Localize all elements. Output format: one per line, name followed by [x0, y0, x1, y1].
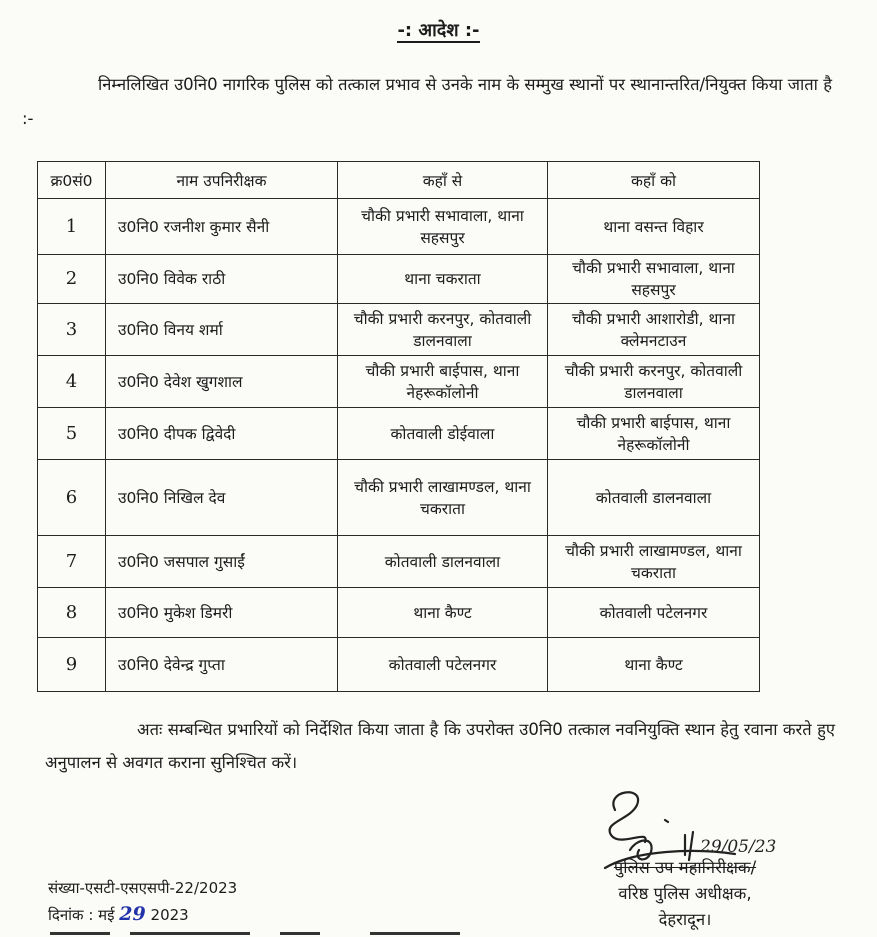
table-row	[38, 588, 760, 638]
serial-cell: 2	[38, 255, 106, 304]
table-row	[38, 536, 760, 588]
table-row	[38, 408, 760, 460]
intro-paragraph: निम्नलिखित उ0नि0 नागरिक पुलिस को तत्काल प्रभाव से उनके नाम के सम्मुख स्थानों पर स्थानान्तरित/नियुक्त किया जाता है :-	[22, 75, 832, 128]
to-cell: थाना वसन्त विहार	[548, 199, 760, 255]
to-cell: चौकी प्रभारी बाईपास, थाना नेहरूकॉलोनी	[548, 408, 760, 460]
table-row	[38, 460, 760, 536]
to-cell: थाना कैण्ट	[548, 638, 760, 692]
serial-cell: 7	[38, 536, 106, 588]
signatory-block	[560, 855, 810, 933]
place: देहरादून।	[658, 910, 712, 929]
cut-off-text-line	[40, 930, 840, 936]
table-row	[38, 356, 760, 408]
from-cell: चौकी प्रभारी सभावाला, थाना सहसपुर	[338, 199, 548, 255]
to-cell: चौकी प्रभारी करनपुर, कोतवाली डालनवाला	[548, 356, 760, 408]
from-cell: चौकी प्रभारी करनपुर, कोतवाली डालनवाला	[338, 304, 548, 356]
serial-cell: 1	[38, 199, 106, 255]
from-cell: चौकी प्रभारी लाखामण्डल, थाना चकराता	[338, 460, 548, 536]
to-cell: कोतवाली डालनवाला	[548, 460, 760, 536]
transfer-table	[37, 161, 760, 692]
header-serial: क्र0सं0	[38, 162, 106, 199]
name-cell: उ0नि0 दीपक द्विवेदी	[106, 408, 338, 460]
serial-cell: 8	[38, 588, 106, 638]
table-row	[38, 304, 760, 356]
designation: वरिष्ठ पुलिस अधीक्षक,	[618, 884, 752, 903]
serial-cell: 6	[38, 460, 106, 536]
table-header-row	[38, 162, 760, 199]
header-to: कहाँ को	[548, 162, 760, 199]
name-cell: उ0नि0 रजनीश कुमार सैनी	[106, 199, 338, 255]
closing-paragraph: अतः सम्बन्धित प्रभारियों को निर्देशित किया जाता है कि उपरोक्त उ0नि0 तत्काल नवनियुक्ति स्थान हेतु रवाना करते हुए अनुपालन से अवगत कराना सुनिश्चित करें।	[45, 720, 835, 772]
name-cell: उ0नि0 मुकेश डिमरी	[106, 588, 338, 638]
order-title: -: आदेश :-	[397, 20, 480, 41]
to-cell: चौकी प्रभारी लाखामण्डल, थाना चकराता	[548, 536, 760, 588]
from-cell: चौकी प्रभारी बाईपास, थाना नेहरूकॉलोनी	[338, 356, 548, 408]
table-row	[38, 199, 760, 255]
reference-number: संख्या-एसटी-एसएसपी-22/2023	[48, 879, 238, 897]
serial-cell: 4	[38, 356, 106, 408]
from-cell: कोतवाली पटेलनगर	[338, 638, 548, 692]
to-cell: कोतवाली पटेलनगर	[548, 588, 760, 638]
from-cell: थाना चकराता	[338, 255, 548, 304]
table-row	[38, 255, 760, 304]
name-cell: उ0नि0 विनय शर्मा	[106, 304, 338, 356]
date-year: 2023	[150, 906, 189, 924]
name-cell: उ0नि0 देवेश खुगशाल	[106, 356, 338, 408]
header-name: नाम उपनिरीक्षक	[106, 162, 338, 199]
table-row	[38, 638, 760, 692]
from-cell: थाना कैण्ट	[338, 588, 548, 638]
serial-cell: 3	[38, 304, 106, 356]
serial-cell: 9	[38, 638, 106, 692]
from-cell: कोतवाली डालनवाला	[338, 536, 548, 588]
signature-date: 29/05/23	[700, 837, 777, 857]
to-cell: चौकी प्रभारी सभावाला, थाना सहसपुर	[548, 255, 760, 304]
name-cell: उ0नि0 जसपाल गुसाईं	[106, 536, 338, 588]
struck-title: पुलिस उप महानिरीक्षक/	[613, 858, 757, 877]
from-cell: कोतवाली डोईवाला	[338, 408, 548, 460]
serial-cell: 5	[38, 408, 106, 460]
name-cell: उ0नि0 देवेन्द्र गुप्ता	[106, 638, 338, 692]
name-cell: उ0नि0 निखिल देव	[106, 460, 338, 536]
reference-date	[48, 903, 189, 925]
name-cell: उ0नि0 विवेक राठी	[106, 255, 338, 304]
date-day: 29	[119, 903, 146, 925]
to-cell: चौकी प्रभारी आशारोडी, थाना क्लेमनटाउन	[548, 304, 760, 356]
date-label: दिनांक : मई	[48, 906, 115, 924]
header-from: कहाँ से	[338, 162, 548, 199]
